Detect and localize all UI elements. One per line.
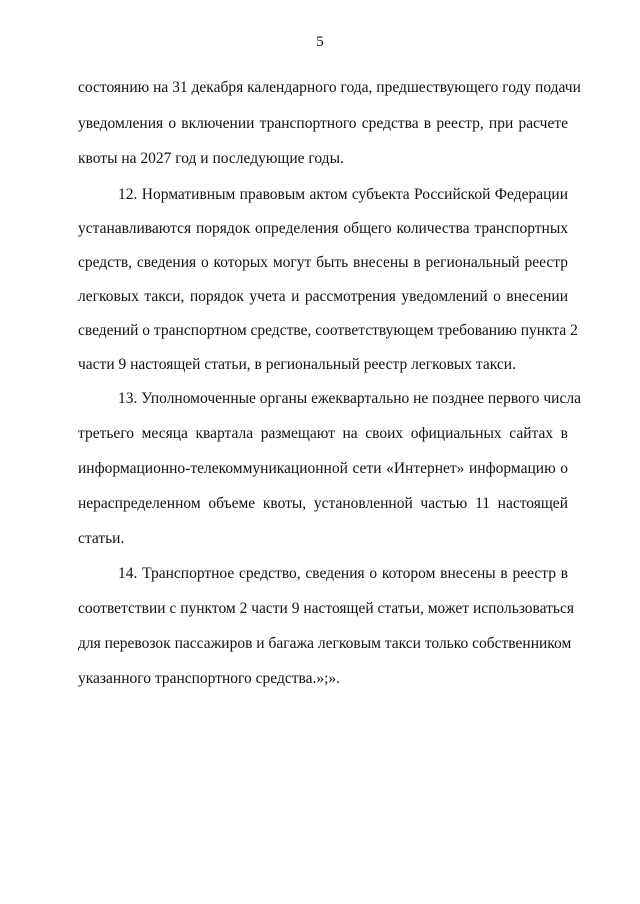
paragraph-12-line-5: сведений о транспортном средстве, соответствующем требованию пункта 2 (78, 322, 578, 339)
paragraph-12-line-3: средств, сведения о которых могут быть внесены в региональный реестр (78, 254, 568, 271)
paragraph-12-line-2: устанавливаются порядок определения общего количества транспортных (78, 220, 568, 237)
paragraph-13-line-4: нераспределенном объеме квоты, установленной частью 11 настоящей (78, 495, 568, 512)
paragraph-12-line-6: части 9 настоящей статьи, в региональный реестр легковых такси. (78, 356, 516, 373)
paragraph-14-line-2: соответствии с пунктом 2 части 9 настоящей статьи, может использоваться (78, 600, 574, 617)
paragraph-13-line-5: статьи. (78, 530, 125, 547)
paragraph-1-line-1: состоянию на 31 декабря календарного года, предшествующего году подачи (78, 79, 581, 96)
paragraph-13-line-1: 13. Уполномоченные органы ежеквартально не позднее первого числа (118, 390, 581, 407)
paragraph-12-line-4: легковых такси, порядок учета и рассмотрения уведомлений о внесении (78, 288, 568, 305)
paragraph-1-line-3: квоты на 2027 год и последующие годы. (78, 150, 344, 167)
paragraph-1-line-2: уведомления о включении транспортного средства в реестр, при расчете (78, 115, 568, 132)
paragraph-14-line-4: указанного транспортного средства.»;». (78, 670, 341, 687)
paragraph-14-line-1: 14. Транспортное средство, сведения о котором внесены в реестр в (118, 565, 568, 582)
paragraph-13-line-2: третьего месяца квартала размещают на своих официальных сайтах в (78, 425, 568, 442)
paragraph-14-line-3: для перевозок пассажиров и багажа легковым такси только собственником (78, 635, 572, 652)
paragraph-13-line-3: информационно-телекоммуникационной сети «Интернет» информацию о (78, 460, 568, 477)
paragraph-12-line-1: 12. Нормативным правовым актом субъекта Российской Федерации (118, 186, 568, 203)
page-number: 5 (316, 34, 324, 50)
